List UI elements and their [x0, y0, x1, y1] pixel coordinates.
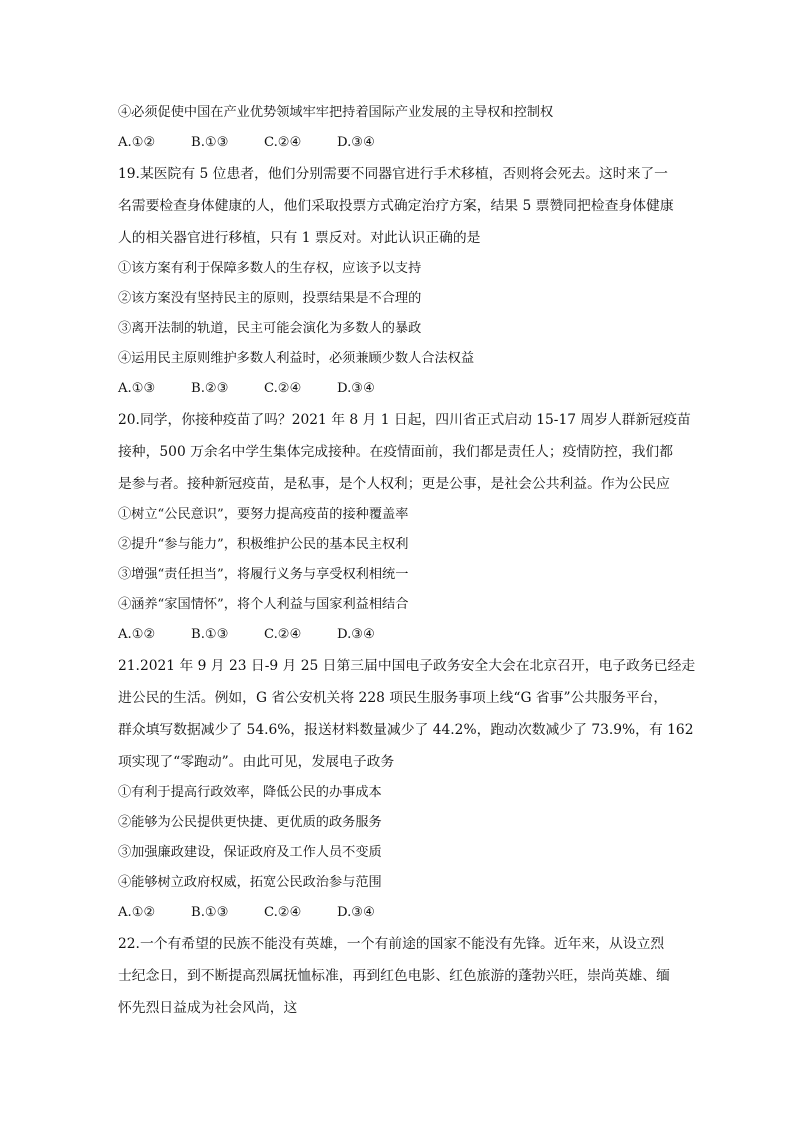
q19-option-2: ②该方案没有坚持民主的原则，投票结果是不合理的	[118, 291, 422, 306]
q19-option-3: ③离开法制的轨道，民主可能会演化为多数人的暴政	[118, 321, 422, 336]
q19-choice-c: C.②④	[264, 381, 302, 396]
q22-stem-line-2: 士纪念日，到不断提高烈属抚恤标准，再到红色电影、红色旅游的蓬勃兴旺，崇尚英雄、缅	[118, 968, 670, 984]
q19-option-1: ①该方案有利于保障多数人的生存权，应该予以支持	[118, 261, 422, 276]
q20-choice-a: A.①②	[118, 627, 156, 642]
q21-stem-line-1: 21.2021 年 9 月 23 日-9 月 25 日第三届中国电子政务安全大会在北京召开，电子政务已经走	[118, 658, 696, 674]
q18-choice-a: A.①②	[118, 135, 156, 150]
q20-option-3: ③增强“责任担当”，将履行义务与享受权利相统一	[118, 567, 409, 582]
q19-stem-line-3: 人的相关器官进行移植，只有 1 票反对。对此认识正确的是	[118, 230, 481, 246]
q19-choice-b: B.②③	[191, 381, 229, 396]
q18-option-4: ④必须促使中国在产业优势领域牢牢把持着国际产业发展的主导权和控制权	[118, 105, 554, 120]
q18-choice-c: C.②④	[264, 135, 302, 150]
q21-option-4: ④能够树立政府权威，拓宽公民政治参与范围	[118, 875, 382, 890]
q18-choices	[118, 128, 678, 158]
q21-choice-a: A.①②	[118, 905, 156, 920]
q20-choice-b: B.①③	[191, 627, 229, 642]
q20-option-1: ①树立“公民意识”，要努力提高疫苗的接种覆盖率	[118, 507, 409, 522]
q21-option-2: ②能够为公民提供更快捷、更优质的政务服务	[118, 815, 382, 830]
q20-choice-d: D.③④	[337, 627, 375, 642]
q20-option-4: ④涵养“家国情怀”，将个人利益与国家利益相结合	[118, 597, 409, 612]
q19-choice-a: A.①③	[118, 381, 156, 396]
q18-choice-b: B.①③	[191, 135, 229, 150]
q19-option-4: ④运用民主原则维护多数人利益时，必须兼顾少数人合法权益	[118, 351, 475, 366]
q20-stem-line-1: 20.同学，你接种疫苗了吗？2021 年 8 月 1 日起，四川省正式启动 15-17 周岁人群新冠疫苗	[118, 412, 691, 428]
q21-choices	[118, 898, 678, 928]
q21-stem-line-4: 项实现了“零跑动”。由此可见，发展电子政务	[118, 754, 395, 770]
q20-option-2: ②提升“参与能力”，积极维护公民的基本民主权利	[118, 537, 409, 552]
q21-choice-b: B.①③	[191, 905, 229, 920]
q22-stem-line-3: 怀先烈日益成为社会风尚，这	[118, 1000, 298, 1016]
q20-stem-line-3: 是参与者。接种新冠疫苗，是私事，是个人权利；更是公事，是社会公共利益。作为公民应	[118, 476, 670, 492]
q19-choice-d: D.③④	[337, 381, 375, 396]
q21-stem-line-2: 进公民的生活。例如，G 省公安机关将 228 项民生服务事项上线“G 省事”公共服务平台，	[118, 690, 668, 706]
q22-stem-line-1: 22.一个有希望的民族不能没有英雄，一个有前途的国家不能没有先锋。近年来，从设立烈	[118, 936, 665, 952]
exam-page	[118, 98, 696, 1024]
q21-choice-d: D.③④	[337, 905, 375, 920]
q21-option-1: ①有利于提高行政效率，降低公民的办事成本	[118, 785, 382, 800]
q19-choices	[118, 374, 678, 404]
q21-choice-c: C.②④	[264, 905, 302, 920]
q19-stem-line-2: 名需要检查身体健康的人，他们采取投票方式确定治疗方案，结果 5 票赞同把检查身体健康	[118, 198, 674, 214]
q21-option-3: ③加强廉政建设，保证政府及工作人员不变质	[118, 845, 382, 860]
q20-stem-line-2: 接种，500 万余名中学生集体完成接种。在疫情面前，我们都是责任人；疫情防控，我们都	[118, 444, 673, 460]
q20-choices	[118, 620, 678, 650]
q20-choice-c: C.②④	[264, 627, 302, 642]
q19-stem-line-1: 19.某医院有 5 位患者，他们分别需要不同器官进行手术移植，否则将会死去。这时来了一	[118, 166, 668, 182]
q18-choice-d: D.③④	[337, 135, 375, 150]
q21-stem-line-3: 群众填写数据减少了 54.6%，报送材料数量减少了 44.2%，跑动次数减少了 73.9%，有 162	[118, 722, 694, 738]
